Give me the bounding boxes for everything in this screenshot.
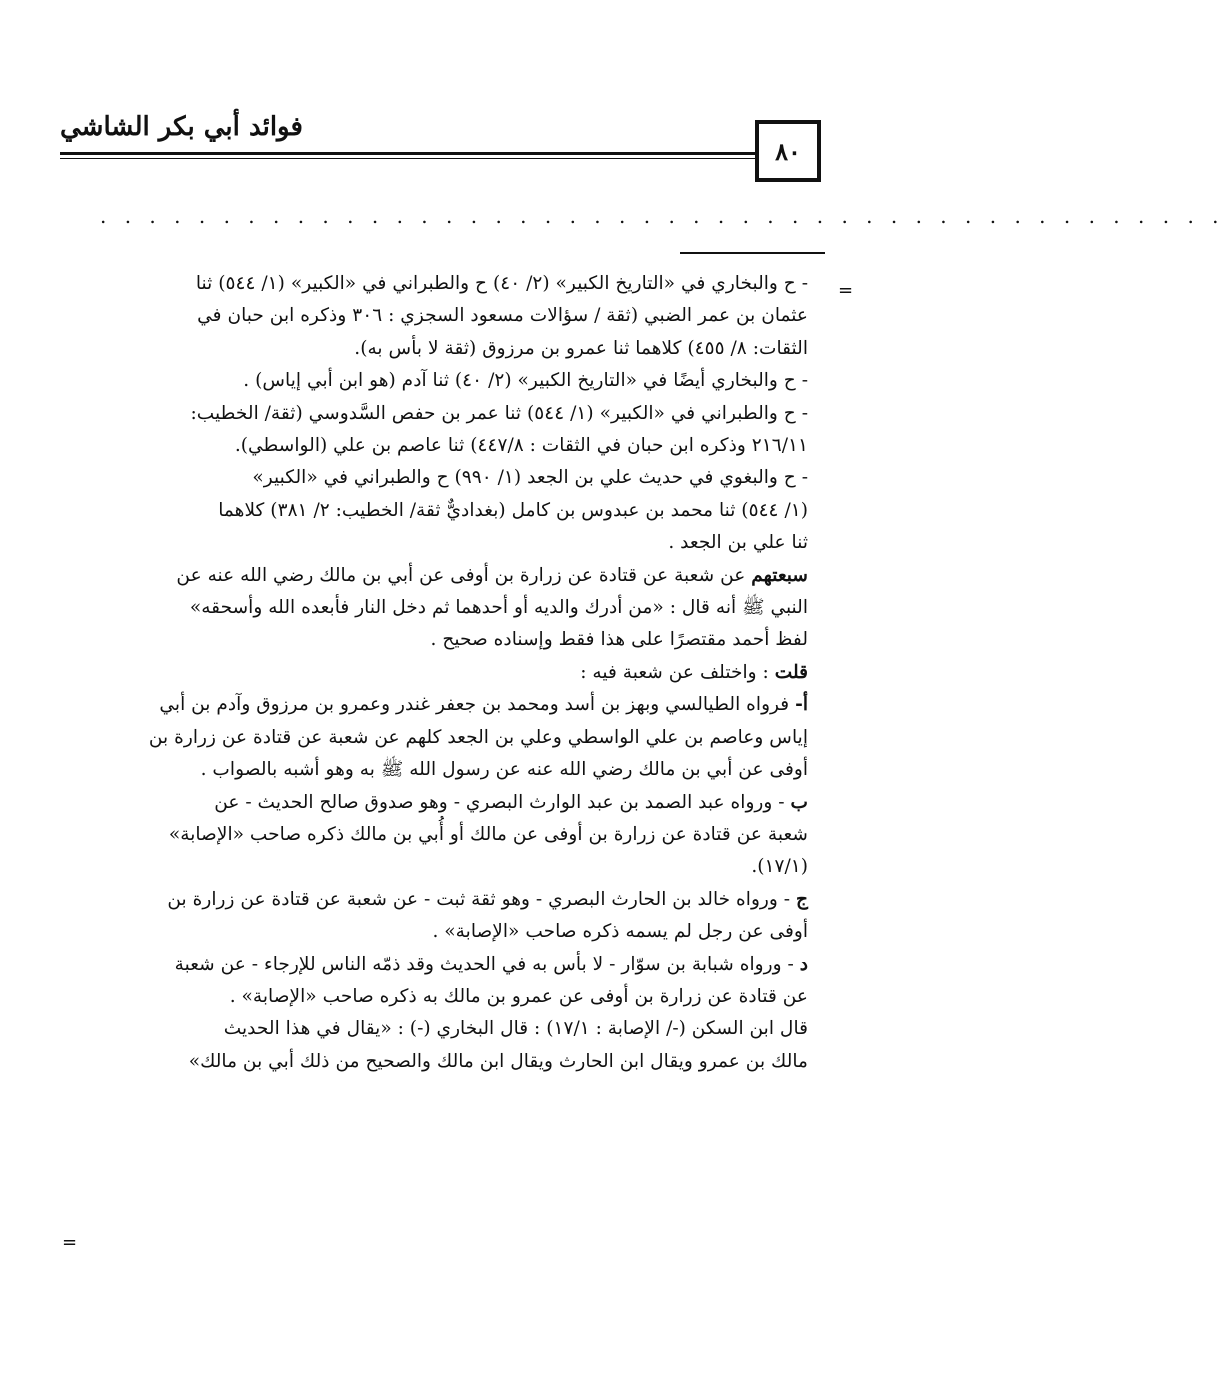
item-line: أوفى عن أبي بن مالك رضي الله عنه عن رسول الله ﷺ به وهو أشبه بالصواب . bbox=[200, 759, 808, 781]
qultu-line: قلت : واختلف عن شعبة فيه : bbox=[580, 661, 808, 683]
running-header-title: فوائد أبي بكر الشاشي bbox=[60, 112, 303, 142]
footnote-line: - ح والبغوي في حديث علي بن الجعد (١/ ٩٩٠) ح والطبراني في «الكبير» bbox=[252, 467, 808, 489]
dotted-separator: . . . . . . . . . . . . . . . . . . . . . . . . . . . . . . . . . . . . . . . . . . . . . . bbox=[100, 204, 1225, 228]
footnote-line: الثقات: ٨/ ٤٥٥) كلاهما ثنا عمرو بن مرزوق (ثقة لا بأس به). bbox=[354, 337, 808, 359]
item-line: (١٧/١). bbox=[751, 856, 808, 878]
item-marker: ب bbox=[790, 791, 808, 813]
footnote-line: عثمان بن عمر الضبي (ثقة / سؤالات مسعود السجزي : ٣٠٦ وذكره ابن حبان في bbox=[197, 305, 808, 327]
item-marker: ج bbox=[795, 888, 808, 910]
continuation-mark-bottom: = bbox=[62, 1232, 78, 1253]
main-paragraph-line: سبعتهم عن شعبة عن قتادة عن زرارة بن أوفى عن أبي بن مالك رضي الله عنه عن bbox=[176, 564, 808, 586]
lead-word: قلت bbox=[774, 661, 808, 683]
page-number-box bbox=[755, 120, 821, 182]
footnote-rule bbox=[680, 252, 825, 254]
page-number: ٨٠ bbox=[775, 136, 801, 166]
closing-line: مالك بن عمرو ويقال ابن الحارث ويقال ابن مالك والصحيح من ذلك أبي بن مالك» bbox=[188, 1050, 808, 1072]
item-line: إياس وعاصم بن علي الواسطي وعلي بن الجعد كلهم عن شعبة عن قتادة عن زرارة بن bbox=[148, 726, 808, 748]
lead-word: سبعتهم bbox=[751, 564, 808, 586]
item-line: عن قتادة عن زرارة بن أوفى عن عمرو بن مالك به ذكره صاحب «الإصابة» . bbox=[229, 985, 808, 1007]
header-rule-thin bbox=[60, 158, 755, 159]
header-rule bbox=[60, 152, 755, 155]
footnote-line: - ح والطبراني في «الكبير» (١/ ٥٤٤) ثنا عمر بن حفص السَّدوسي (ثقة/ الخطيب: bbox=[190, 402, 808, 424]
footnote-line: - ح والبخاري أيضًا في «التاريخ الكبير» (٢/ ٤٠) ثنا آدم (هو ابن أبي إياس) . bbox=[243, 370, 808, 392]
item-line: أ- فرواه الطيالسي وبهز بن أسد ومحمد بن جعفر غندر وعمرو بن مرزوق وآدم بن أبي bbox=[159, 694, 808, 716]
main-paragraph-line: النبي ﷺ أنه قال : «من أدرك والديه أو أحدهما ثم دخل النار فأبعده الله وأسحقه» bbox=[189, 597, 808, 619]
footnote-line: ٢١٦/١١ وذكره ابن حبان في الثقات : ٤٤٧/٨) ثنا عاصم بن علي (الواسطي). bbox=[234, 435, 808, 457]
footnote-line: ثنا علي بن الجعد . bbox=[668, 532, 808, 554]
item-line: ج - ورواه خالد بن الحارث البصري - وهو ثقة ثبت - عن شعبة عن قتادة عن زرارة بن bbox=[167, 888, 808, 910]
item-line: د - ورواه شبابة بن سوّار - لا بأس به في الحديث وقد ذمّه الناس للإرجاء - عن شعبة bbox=[174, 953, 808, 975]
main-paragraph-line: لفظ أحمد مقتصرًا على هذا فقط وإسناده صحيح . bbox=[430, 629, 808, 651]
item-marker: أ- bbox=[795, 694, 808, 716]
item-line: شعبة عن قتادة عن زرارة بن أوفى عن مالك أو أُبي بن مالك ذكره صاحب «الإصابة» bbox=[168, 823, 808, 845]
footnote-line: - ح والبخاري في «التاريخ الكبير» (٢/ ٤٠) ح والطبراني في «الكبير» (١/ ٥٤٤) ثنا bbox=[195, 273, 808, 294]
item-line: أوفى عن رجل لم يسمه ذكره صاحب «الإصابة» . bbox=[432, 921, 808, 943]
item-marker: د bbox=[799, 953, 808, 975]
item-line: ب - ورواه عبد الصمد بن عبد الوارث البصري - وهو صدوق صالح الحديث - عن bbox=[214, 791, 808, 813]
continuation-mark-top: = bbox=[838, 280, 854, 301]
footnote-line: (١/ ٥٤٤) ثنا محمد بن عبدوس بن كامل (بغداديٌّ ثقة/ الخطيب: ٢/ ٣٨١) كلاهما bbox=[218, 499, 808, 521]
closing-line: قال ابن السكن (-/ الإصابة : ١٧/١) : قال البخاري (-) : «يقال في هذا الحديث bbox=[223, 1018, 808, 1040]
body-text bbox=[78, 268, 808, 1078]
